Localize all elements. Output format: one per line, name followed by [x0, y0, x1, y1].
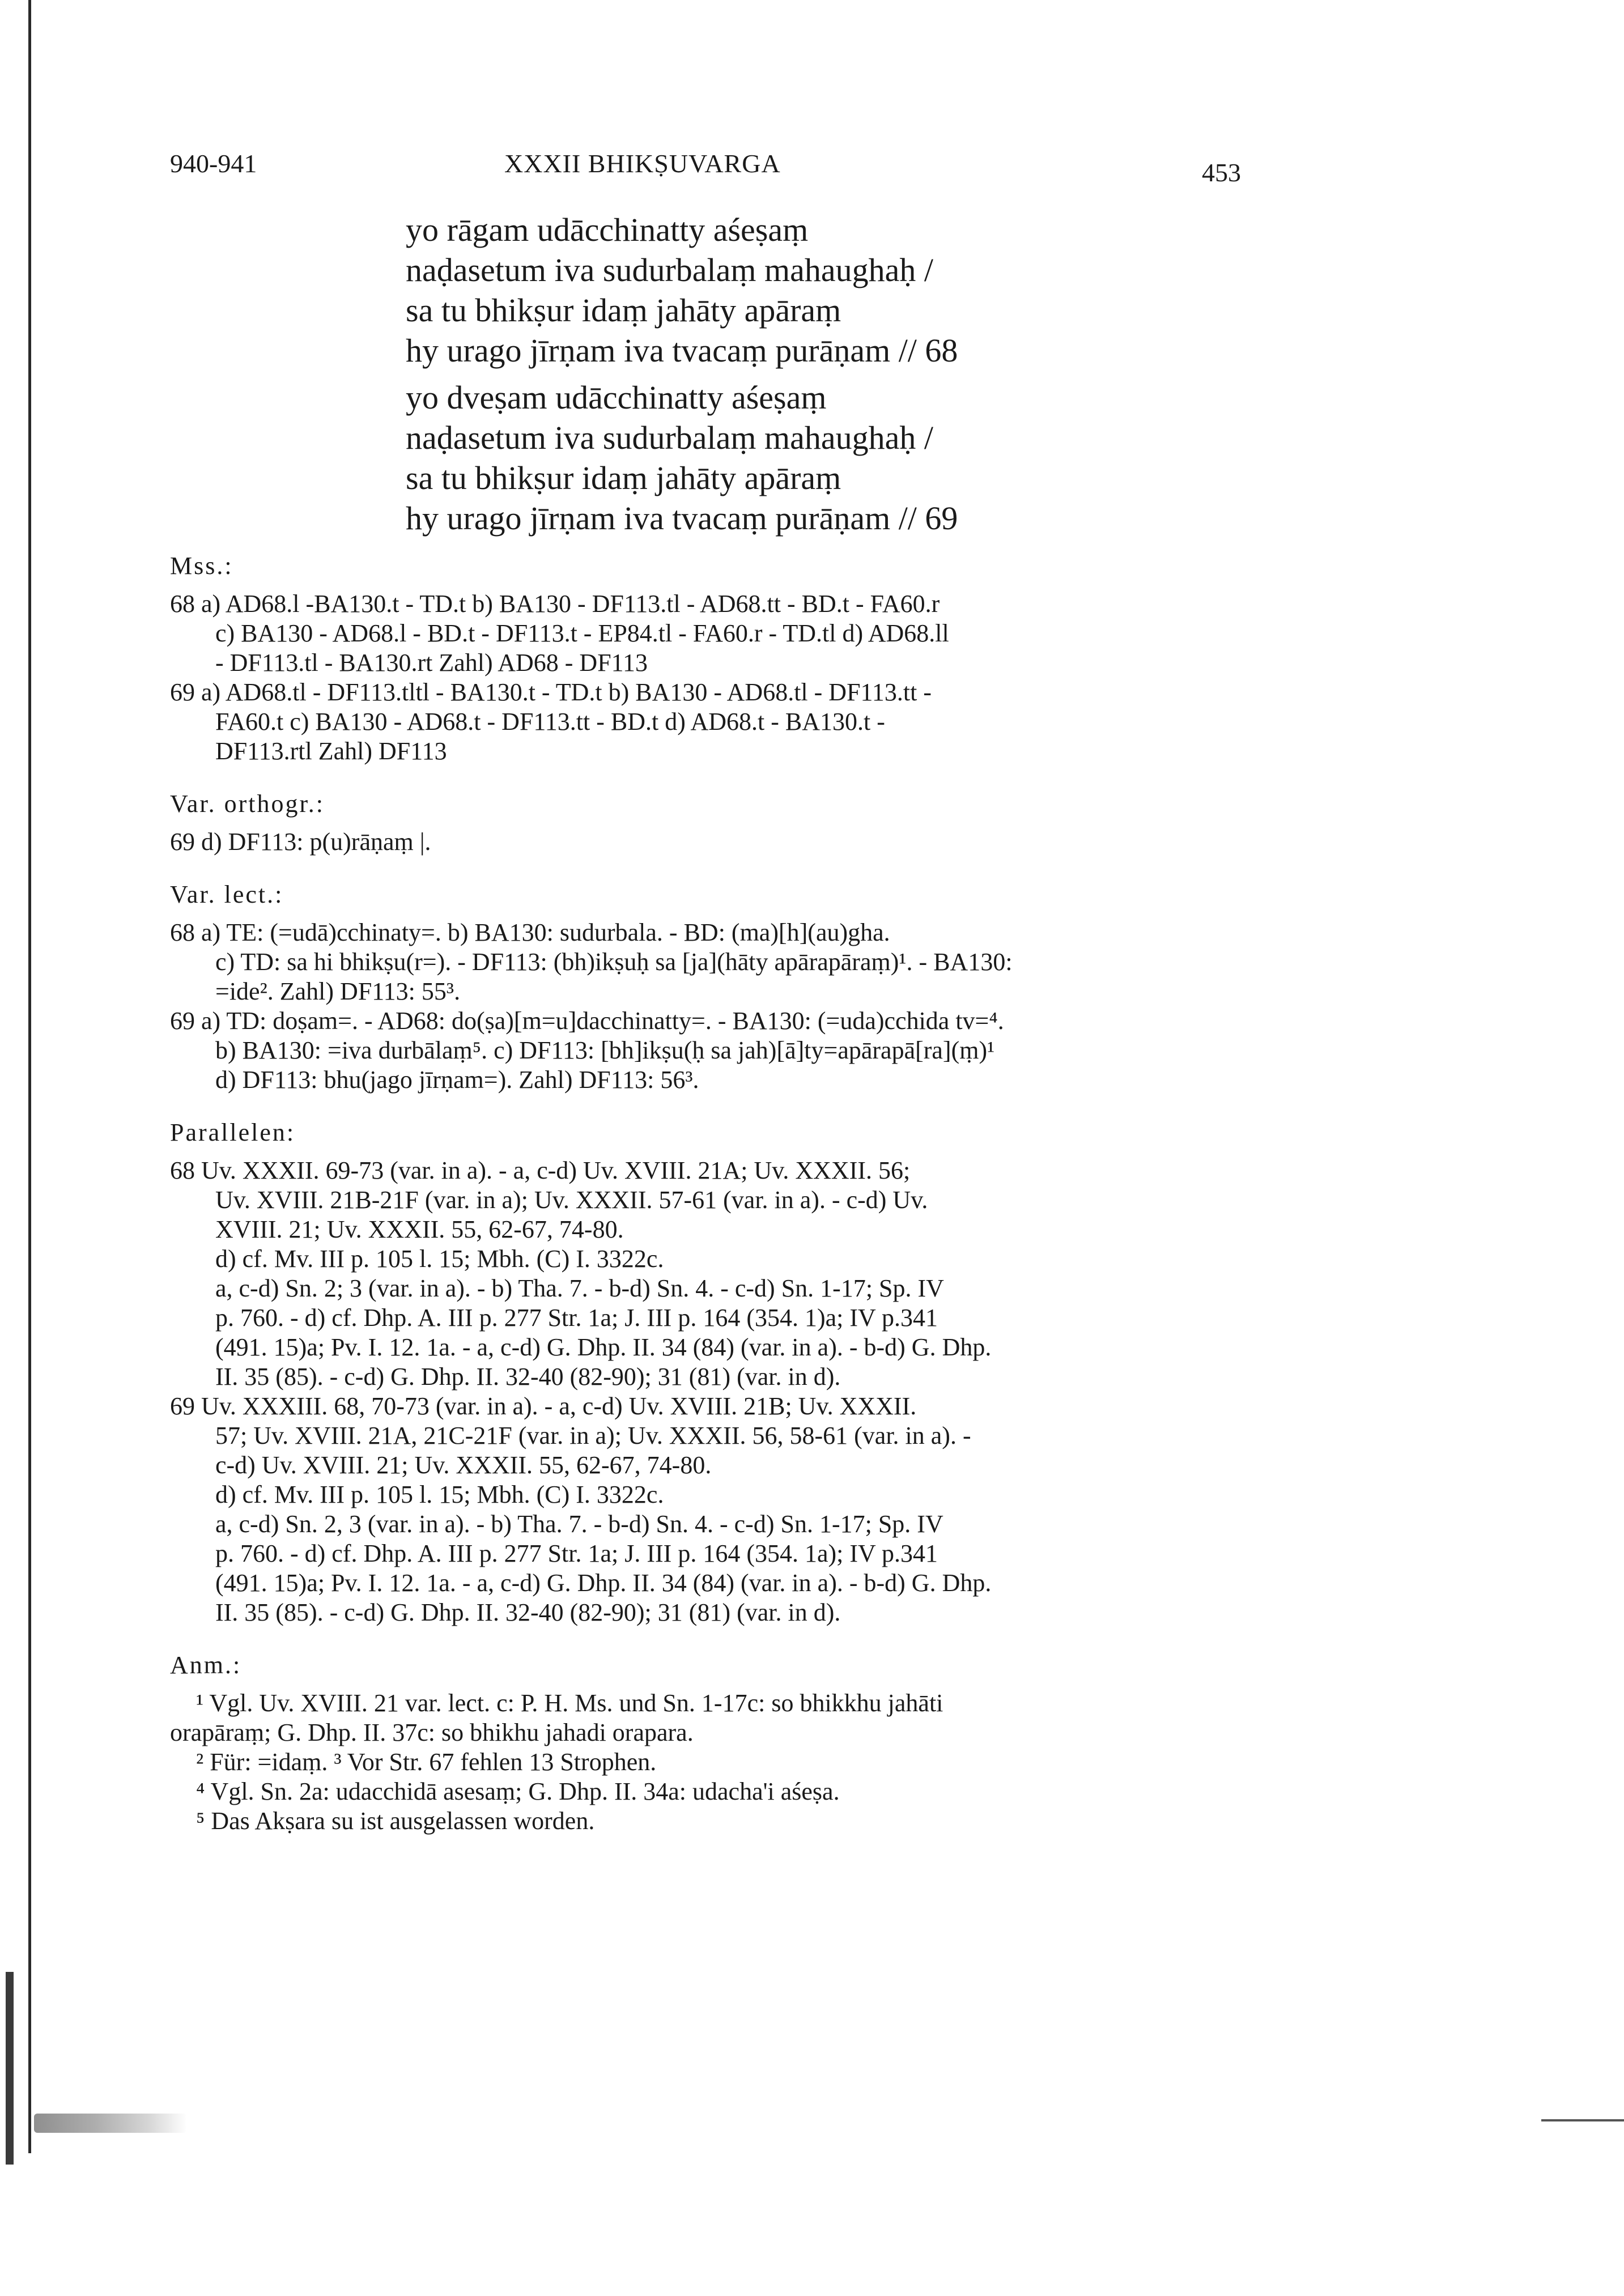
apparatus-line: d) cf. Mv. III p. 105 l. 15; Mbh. (C) I. 3322c. — [215, 1245, 664, 1273]
critical-apparatus — [170, 551, 1247, 1836]
footnote-line: ⁵ Das Akṣara su ist ausgelassen worden. — [196, 1807, 595, 1835]
apparatus-line: XVIII. 21; Uv. XXXII. 55, 62-67, 74-80. — [215, 1215, 624, 1243]
apparatus-line: 68 a) TE: (=udā)cchinaty=. b) BA130: sudurbala. - BD: (ma)[h](au)gha. — [170, 919, 890, 946]
apparatus-line: a, c-d) Sn. 2; 3 (var. in a). - b) Tha. 7. - b-d) Sn. 4. - c-d) Sn. 1-17; Sp. IV — [215, 1274, 944, 1302]
verse-line: naḍasetum iva sudurbalaṃ mahaughaḥ / — [406, 419, 933, 456]
apparatus-line: 69 a) TD: doṣam=. - AD68: do(ṣa)[m=u]dacchinatty=. - BA130: (=uda)cchida tv=⁴. — [170, 1007, 1004, 1035]
binding-shadow — [6, 1972, 14, 2165]
apparatus-line: II. 35 (85). - c-d) G. Dhp. II. 32-40 (82-90); 31 (81) (var. in d). — [215, 1363, 841, 1391]
verse-line: sa tu bhikṣur idaṃ jahāty apāraṃ — [406, 292, 841, 329]
apparatus-line: FA60.t c) BA130 - AD68.t - DF113.tt - BD.t d) AD68.t - BA130.t - — [215, 708, 885, 735]
section-title-var-orthogr: Var. orthogr.: — [170, 790, 325, 818]
scan-edge-line — [1541, 2119, 1624, 2121]
chapter-title: XXXII BHIKṢUVARGA — [504, 149, 781, 178]
verse-line: hy urago jīrṇam iva tvacaṃ purāṇam // 68 — [406, 332, 958, 369]
section-title-parallelen: Parallelen: — [170, 1119, 296, 1146]
apparatus-line: 69 a) AD68.tl - DF113.tltl - BA130.t - TD.t b) BA130 - AD68.tl - DF113.tt - — [170, 678, 932, 706]
section-title-anm: Anm.: — [170, 1651, 242, 1679]
apparatus-line: - DF113.tl - BA130.rt Zahl) AD68 - DF113 — [215, 649, 648, 677]
apparatus-line: c) TD: sa hi bhikṣu(r=). - DF113: (bh)ikṣuḥ sa [ja](hāty apārapāraṃ)¹. - BA130: — [215, 948, 1013, 976]
apparatus-line: 57; Uv. XVIII. 21A, 21C-21F (var. in a); Uv. XXXII. 56, 58-61 (var. in a). - — [215, 1422, 971, 1449]
footnote-line: ⁴ Vgl. Sn. 2a: udacchidā asesaṃ; G. Dhp. II. 34a: udacha'i aśeṣa. — [196, 1778, 840, 1805]
apparatus-line: d) DF113: bhu(jago jīrṇam=). Zahl) DF113: 56³. — [215, 1066, 699, 1094]
verse-block — [406, 210, 1233, 538]
footnote-line: orapāraṃ; G. Dhp. II. 37c: so bhikhu jahadi orapara. — [170, 1719, 694, 1746]
verse-line: sa tu bhikṣur idaṃ jahāty apāraṃ — [406, 460, 841, 496]
verse-line: yo rāgam udācchinatty aśeṣaṃ — [406, 211, 809, 248]
apparatus-line: c) BA130 - AD68.l - BD.t - DF113.t - EP84.tl - FA60.r - TD.tl d) AD68.ll — [215, 619, 949, 647]
apparatus-line: d) cf. Mv. III p. 105 l. 15; Mbh. (C) I. 3322c. — [215, 1481, 664, 1508]
verse-line: hy urago jīrṇam iva tvacaṃ purāṇam // 69 — [406, 500, 958, 537]
apparatus-line: p. 760. - d) cf. Dhp. A. III p. 277 Str. 1a; J. III p. 164 (354. 1)a; IV p.341 — [215, 1304, 938, 1332]
apparatus-line: II. 35 (85). - c-d) G. Dhp. II. 32-40 (82-90); 31 (81) (var. in d). — [215, 1598, 841, 1626]
apparatus-line: 69 Uv. XXXIII. 68, 70-73 (var. in a). - a, c-d) Uv. XVIII. 21B; Uv. XXXII. — [170, 1392, 917, 1420]
section-title-var-lect: Var. lect.: — [170, 881, 284, 908]
apparatus-line: =ide². Zahl) DF113: 55³. — [215, 977, 461, 1005]
scan-smudge — [34, 2114, 187, 2133]
apparatus-line: DF113.rtl Zahl) DF113 — [215, 737, 447, 765]
running-header — [170, 148, 1241, 187]
page-number: 453 — [1202, 158, 1241, 187]
verse-line: yo dveṣam udācchinatty aśeṣaṃ — [406, 379, 827, 416]
apparatus-line: p. 760. - d) cf. Dhp. A. III p. 277 Str. 1a; J. III p. 164 (354. 1a); IV p.341 — [215, 1540, 938, 1567]
footnote-line: ¹ Vgl. Uv. XVIII. 21 var. lect. c: P. H. Ms. und Sn. 1-17c: so bhikkhu jahāti — [196, 1689, 943, 1717]
apparatus-line: 68 a) AD68.l -BA130.t - TD.t b) BA130 - DF113.tl - AD68.tt - BD.t - FA60.r — [170, 590, 940, 618]
apparatus-line: c-d) Uv. XVIII. 21; Uv. XXXII. 55, 62-67, 74-80. — [215, 1451, 712, 1479]
apparatus-line: 68 Uv. XXXII. 69-73 (var. in a). - a, c-d) Uv. XVIII. 21A; Uv. XXXII. 56; — [170, 1156, 911, 1184]
verse-range: 940-941 — [170, 149, 257, 178]
verse-line: naḍasetum iva sudurbalaṃ mahaughaḥ / — [406, 252, 933, 288]
apparatus-line: a, c-d) Sn. 2, 3 (var. in a). - b) Tha. 7. - b-d) Sn. 4. - c-d) Sn. 1-17; Sp. IV — [215, 1510, 943, 1538]
page-binding-edge — [28, 0, 31, 2153]
apparatus-line: 69 d) DF113: p(u)rāṇaṃ |. — [170, 828, 431, 856]
footnote-line: ² Für: =idaṃ. ³ Vor Str. 67 fehlen 13 Strophen. — [196, 1748, 657, 1776]
apparatus-line: (491. 15)a; Pv. I. 12. 1a. - a, c-d) G. Dhp. II. 34 (84) (var. in a). - b-d) G. Dhp. — [215, 1569, 992, 1597]
apparatus-line: Uv. XVIII. 21B-21F (var. in a); Uv. XXXII. 57-61 (var. in a). - c-d) Uv. — [215, 1186, 928, 1214]
apparatus-line: (491. 15)a; Pv. I. 12. 1a. - a, c-d) G. Dhp. II. 34 (84) (var. in a). - b-d) G. Dhp. — [215, 1333, 992, 1361]
section-title-mss: Mss.: — [170, 552, 233, 580]
apparatus-line: b) BA130: =iva durbālaṃ⁵. c) DF113: [bh]ikṣu(ḥ sa jah)[ā]ty=apārapā[ra](ṃ)¹ — [215, 1036, 995, 1064]
